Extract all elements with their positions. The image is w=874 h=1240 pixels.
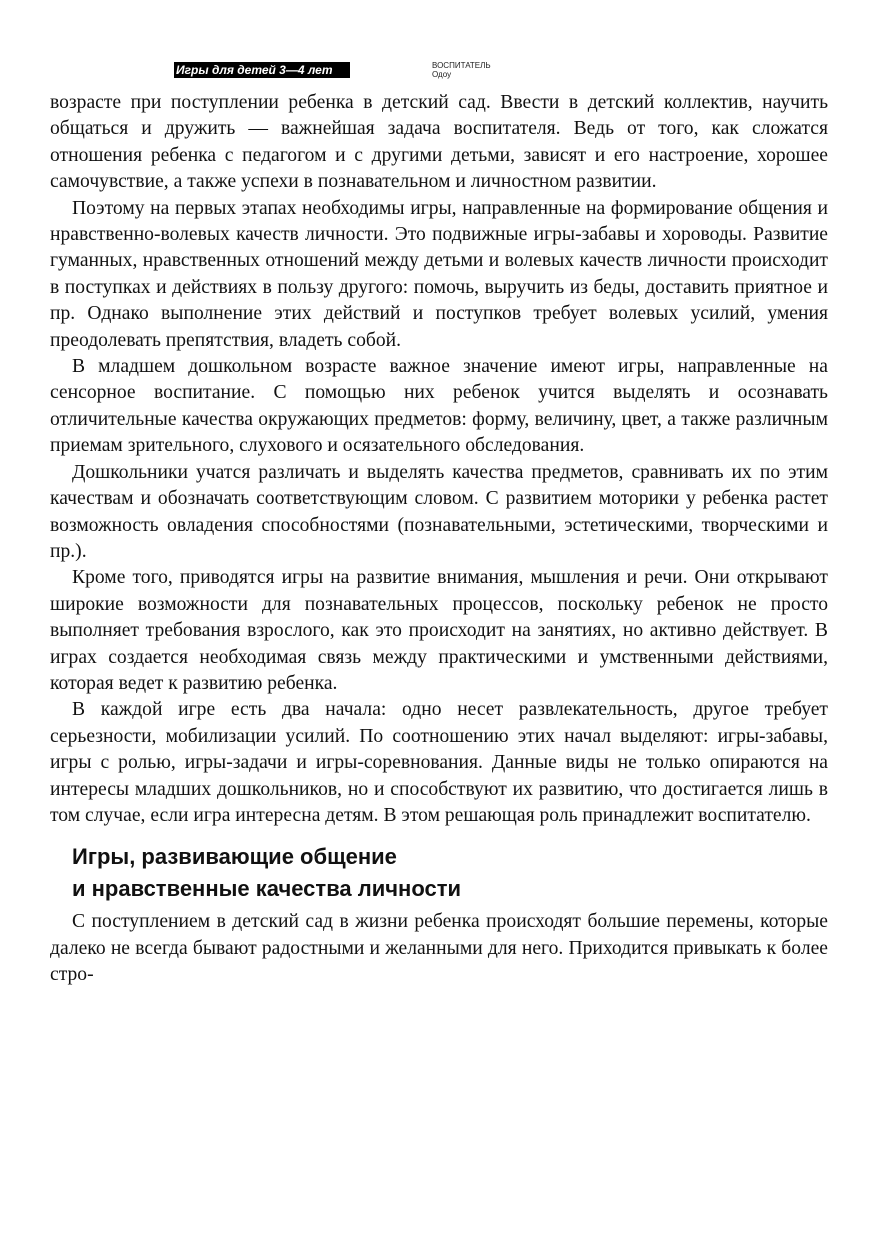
- paragraph: возрасте при поступлении ребенка в детский сад. Ввести в детский коллектив, научить общаться и дружить — важнейшая задача воспитателя. Ведь от того, как сложатся отношения ребенка с педагогом и с другими детьми, зависят и его настроение, хорошее самочувствие, а также успехи в познавательном и личностном развитии.: [50, 92, 828, 193]
- paragraph: Кроме того, приводятся игры на развитие внимания, мышления и речи. Они открывают широкие возможности для познавательных процессов, поскольку ребенок не просто выполняет требования взрослого, как это происходит на занятиях, но активно действует. В играх создается необходимая связь между практическими и умственными действиями, которая ведет к развитию ребенка.: [50, 567, 828, 694]
- section-paragraph: С поступлением в детский сад в жизни ребенка происходят большие перемены, которые далеко не всегда бывают радостными и желанными для него. Приходится привыкать к более стро-: [50, 911, 828, 986]
- header-line-1: ВОСПИТАТЕЛЬ: [432, 61, 491, 70]
- book-title-badge: Игры для детей 3—4 лет: [174, 62, 350, 78]
- paragraph: Поэтому на первых этапах необходимы игры, направленные на формирование общения и нравственно-волевых качеств личности. Это подвижные игры-забавы и хороводы. Развитие гуманных, нравственных отношений между детьми и волевых качеств личности происходит в поступках и действиях в пользу другого: помочь, выручить из беды, доставить приятное и пр. Однако выполнение этих действий и поступков требует волевых усилий, умения преодолевать препятствия, владеть собой.: [50, 197, 828, 351]
- section-heading: [50, 841, 828, 905]
- paragraph: Дошкольники учатся различать и выделять качества предметов, сравнивать их по этим качествам и обозначать соответствующим словом. С развитием моторики у ребенка растет возможность овладения способностями (познавательными, эстетическими, творческими и пр.).: [50, 461, 828, 562]
- section-heading-line-2: и нравственные качества личности: [72, 876, 462, 902]
- header-line-2: Одоу: [432, 70, 452, 79]
- page-body: [50, 90, 828, 989]
- header-publisher-info: [432, 61, 491, 79]
- section-heading-line-1: Игры, развивающие общение: [72, 844, 397, 870]
- paragraph: В каждой игре есть два начала: одно несет развлекательность, другое требует серьезности, мобилизации усилий. По соотношению этих начал выделяют: игры-забавы, игры с ролью, игры-задачи и игры-соревнования. Данные виды не только опираются на интересы младших дошкольников, но и способствуют их развитию, что достигается лишь в том случае, если игра интересна детям. В этом решающая роль принадлежит воспитателю.: [50, 699, 828, 826]
- paragraph: В младшем дошкольном возрасте важное значение имеют игры, направленные на сенсорное воспитание. С помощью них ребенок учится выделять и осознавать отличительные качества окружающих предметов: форму, величину, цвет, а также различным приемам зрительного, слухового и осязательного обследования.: [50, 356, 828, 457]
